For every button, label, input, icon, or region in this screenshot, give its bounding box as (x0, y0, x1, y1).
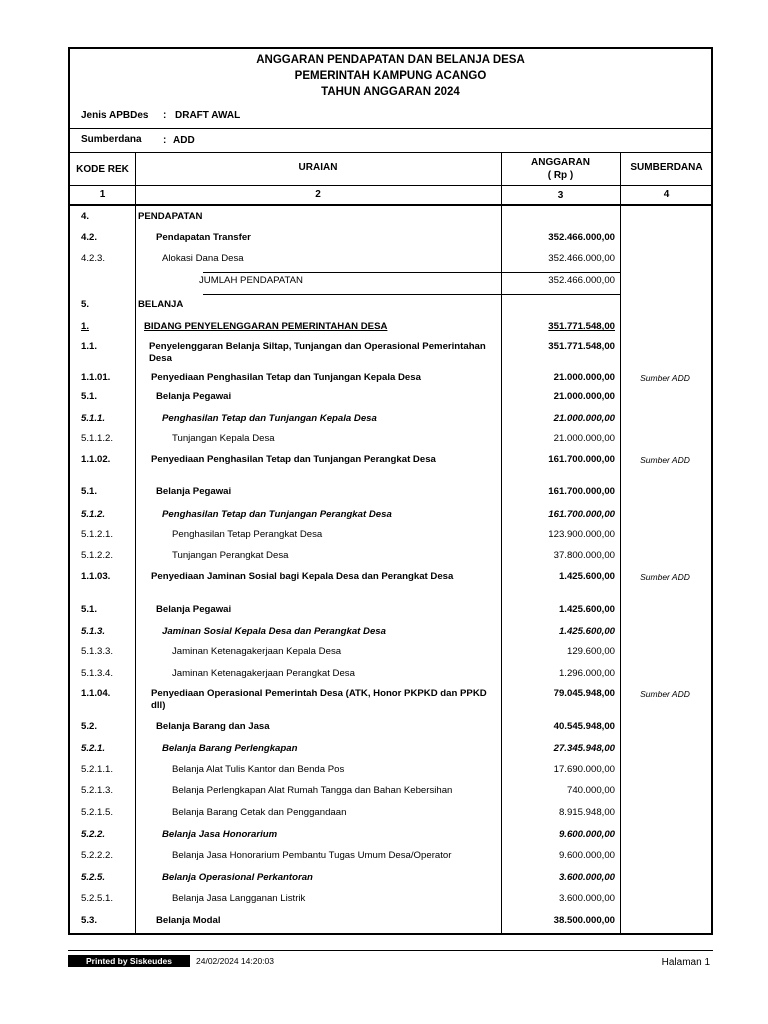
kode-rekening: 5.1. (81, 604, 98, 615)
uraian-text: Penyediaan Jaminan Sosial bagi Kepala Desa dan Perangkat Desa (151, 571, 454, 582)
anggaran-amount: 79.045.948,00 (553, 688, 615, 699)
anggaran-amount: 123.900.000,00 (548, 529, 615, 540)
uraian-text: Tunjangan Kepala Desa (172, 433, 275, 444)
uraian-text: Belanja Alat Tulis Kantor dan Benda Pos (172, 764, 345, 775)
uraian-text: Belanja Barang Perlengkapan (162, 743, 298, 754)
column-number-4: 4 (663, 189, 670, 200)
anggaran-amount: 21.000.000,00 (553, 413, 615, 424)
anggaran-amount: 3.600.000,00 (558, 872, 615, 883)
uraian-text: Penyediaan Penghasilan Tetap dan Tunjangan Perangkat Desa (151, 454, 436, 465)
uraian-text: Penyediaan Penghasilan Tetap dan Tunjangan Kepala Desa (151, 372, 421, 383)
jenis-separator: : (163, 110, 167, 121)
kode-rekening: 5.1.2. (81, 509, 106, 520)
sumberdana-value: Sumber ADD (640, 572, 690, 582)
kode-rekening: 5.2.2. (81, 829, 106, 840)
column-header-uraian: URAIAN (298, 162, 338, 173)
column-header-sumberdana: SUMBERDANA (630, 162, 703, 173)
kode-rekening: 5.1.2.2. (81, 550, 114, 561)
uraian-text: Penyediaan Operasional Pemerintah Desa (ATK, Honor PKPKD dan PPKD dll) (151, 688, 487, 711)
sumberdana-value: Sumber ADD (640, 373, 690, 383)
sumberdana-label: Sumberdana (81, 134, 142, 145)
uraian-text: Tunjangan Perangkat Desa (172, 550, 289, 561)
jenis-value: DRAFT AWAL (175, 110, 241, 121)
jenis-label: Jenis APBDes (81, 110, 149, 121)
kode-rekening: 5.1.2.1. (81, 529, 114, 540)
kode-rekening: 1.1.02. (81, 454, 111, 465)
anggaran-amount: 21.000.000,00 (553, 433, 615, 444)
uraian-text: PENDAPATAN (138, 211, 203, 222)
column-header-anggaran-unit: ( Rp ) (547, 170, 574, 181)
uraian-text: Penyelenggaran Belanja Siltap, Tunjangan dan Operasional Pemerintahan Desa (149, 341, 486, 364)
kode-rekening: 5.2.5. (81, 872, 106, 883)
column-number-2: 2 (315, 189, 321, 200)
anggaran-amount: 9.600.000,00 (558, 829, 615, 840)
column-number-1: 1 (99, 189, 106, 200)
kode-rekening: 1.1. (81, 341, 98, 352)
kode-rekening: 5.2.2.2. (81, 850, 114, 861)
uraian-text: Belanja Operasional Perkantoran (162, 872, 313, 883)
kode-rekening: 5.1.3.3. (81, 646, 114, 657)
kode-rekening: 5. (81, 299, 90, 310)
kode-rekening: 1. (81, 321, 90, 332)
anggaran-amount: 1.425.600,00 (558, 571, 615, 582)
sumberdana-value: ADD (173, 135, 195, 146)
uraian-text: Belanja Pegawai (156, 604, 232, 615)
kode-rekening: 5.2.5.1. (81, 893, 114, 904)
column-header-kode: KODE REK (76, 164, 129, 175)
footer-divider (68, 950, 713, 951)
uraian-text: Penghasilan Tetap Perangkat Desa (172, 529, 323, 540)
budget-document (68, 47, 713, 935)
kode-rekening: 5.1.1. (81, 413, 106, 424)
uraian-text: Belanja Modal (156, 915, 221, 926)
uraian-text: Belanja Barang dan Jasa (156, 721, 270, 732)
kode-rekening: 5.3. (81, 915, 98, 926)
uraian-text: Pendapatan Transfer (156, 232, 251, 243)
anggaran-amount: 17.690.000,00 (553, 764, 615, 775)
fiscal-year: TAHUN ANGGARAN 2024 (321, 86, 460, 98)
anggaran-amount: 352.466.000,00 (548, 253, 615, 264)
anggaran-amount: 40.545.948,00 (553, 721, 615, 732)
anggaran-amount: 8.915.948,00 (558, 807, 615, 818)
budget-table-body (70, 49, 711, 933)
uraian-text: JUMLAH PENDAPATAN (199, 275, 303, 286)
anggaran-amount: 351.771.548,00 (548, 321, 615, 332)
kode-rekening: 5.2.1.3. (81, 785, 114, 796)
anggaran-amount: 161.700.000,00 (548, 509, 615, 520)
uraian-text: Belanja Pegawai (156, 486, 232, 497)
anggaran-amount: 351.771.548,00 (548, 341, 615, 352)
uraian-text: Belanja Jasa Honorarium (162, 829, 278, 840)
sumberdana-separator: : (163, 135, 167, 146)
anggaran-amount: 1.425.600,00 (558, 626, 615, 637)
kode-rekening: 5.1.3. (81, 626, 106, 637)
sumberdana-value: Sumber ADD (640, 455, 690, 465)
uraian-text: Alokasi Dana Desa (162, 253, 244, 264)
anggaran-amount: 740.000,00 (566, 785, 615, 796)
sumberdana-value: Sumber ADD (640, 689, 690, 699)
kode-rekening: 5.2.1.1. (81, 764, 114, 775)
kode-rekening: 1.1.03. (81, 571, 111, 582)
uraian-text: BELANJA (138, 299, 184, 310)
kode-rekening: 4. (81, 211, 90, 222)
kode-rekening: 4.2. (81, 232, 98, 243)
kode-rekening: 5.1.1.2. (81, 433, 114, 444)
column-number-3: 3 (557, 190, 564, 201)
anggaran-amount: 129.600,00 (566, 646, 615, 657)
anggaran-amount: 161.700.000,00 (548, 486, 615, 497)
uraian-text: Belanja Pegawai (156, 391, 232, 402)
uraian-text: Penghasilan Tetap dan Tunjangan Kepala Desa (162, 413, 377, 424)
kode-rekening: 5.2.1. (81, 743, 106, 754)
anggaran-amount: 352.466.000,00 (548, 232, 615, 243)
printed-by-badge: Printed by Siskeudes (68, 955, 190, 967)
anggaran-amount: 161.700.000,00 (548, 454, 615, 465)
village-name: PEMERINTAH KAMPUNG ACANGO (294, 70, 487, 82)
kode-rekening: 5.2. (81, 721, 98, 732)
anggaran-amount: 352.466.000,00 (548, 275, 615, 286)
uraian-text: Penghasilan Tetap dan Tunjangan Perangkat Desa (162, 509, 392, 520)
anggaran-amount: 21.000.000,00 (553, 391, 615, 402)
uraian-text: Jaminan Sosial Kepala Desa dan Perangkat Desa (162, 626, 386, 637)
uraian-text: Jaminan Ketenagakerjaan Kepala Desa (172, 646, 342, 657)
document-title: ANGGARAN PENDAPATAN DAN BELANJA DESA (256, 54, 525, 66)
anggaran-amount: 27.345.948,00 (553, 743, 615, 754)
print-timestamp: 24/02/2024 14:20:03 (196, 956, 274, 966)
anggaran-amount: 3.600.000,00 (558, 893, 615, 904)
anggaran-amount: 9.600.000,00 (558, 850, 615, 861)
uraian-text: Belanja Barang Cetak dan Penggandaan (172, 807, 347, 818)
anggaran-amount: 1.425.600,00 (558, 604, 615, 615)
kode-rekening: 4.2.3. (81, 253, 106, 264)
uraian-text: Belanja Jasa Langganan Listrik (172, 893, 306, 904)
kode-rekening: 5.1.3.4. (81, 668, 114, 679)
kode-rekening: 1.1.04. (81, 688, 111, 699)
kode-rekening: 5.2.1.5. (81, 807, 114, 818)
kode-rekening: 1.1.01. (81, 372, 111, 383)
uraian-text: BIDANG PENYELENGGARAN PEMERINTAHAN DESA (144, 321, 388, 332)
page-number: Halaman 1 (661, 957, 710, 968)
uraian-text: Belanja Jasa Honorarium Pembantu Tugas Umum Desa/Operator (172, 850, 452, 861)
uraian-text: Belanja Perlengkapan Alat Rumah Tangga dan Bahan Kebersihan (172, 785, 453, 796)
anggaran-amount: 1.296.000,00 (558, 668, 615, 679)
anggaran-amount: 37.800.000,00 (553, 550, 615, 561)
kode-rekening: 5.1. (81, 391, 98, 402)
uraian-text: Jaminan Ketenagakerjaan Perangkat Desa (172, 668, 355, 679)
column-header-anggaran: ANGGARAN (531, 157, 590, 168)
anggaran-amount: 38.500.000,00 (553, 915, 615, 926)
kode-rekening: 5.1. (81, 486, 98, 497)
anggaran-amount: 21.000.000,00 (553, 372, 615, 383)
